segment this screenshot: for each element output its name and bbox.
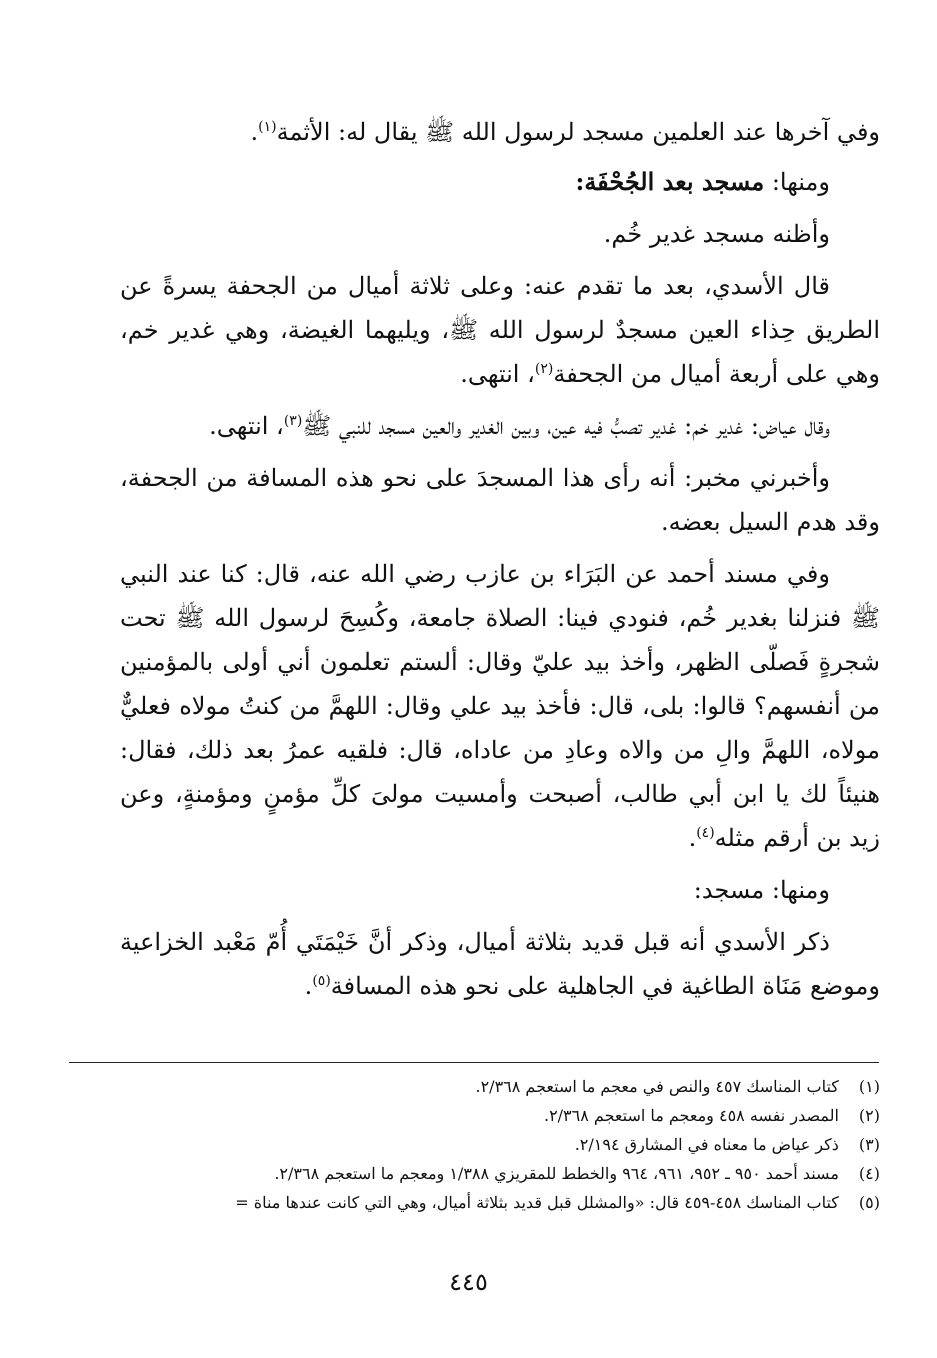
footnote-number: (٣) [858, 1135, 880, 1154]
footnotes [60, 1072, 880, 1217]
paragraph-3-text: قال الأسدي، بعد ما تقدم عنه: وعلى ثلاثة أميال من الجحفة يسرةً عن الطريق حِذاء العين مسجدٌ لرسول الله ﷺ، ويليهما الغيضة، وهي غدير خم، وهي على أربعة أميال من الجحفة [120, 272, 880, 388]
footnote-divider [69, 1062, 879, 1063]
footnote-number: (٤) [858, 1164, 880, 1183]
footnote-text: المصدر نفسه ٤٥٨ ومعجم ما استعجم ٢/٣٦٨. [543, 1106, 839, 1125]
paragraph-4-end: ، انتهى. [209, 412, 284, 440]
main-text [120, 110, 880, 1016]
paragraph-4 [120, 404, 880, 448]
footnote-5 [60, 1188, 880, 1217]
paragraph-1 [120, 110, 880, 154]
footnote-number: (٥) [858, 1193, 880, 1212]
paragraph-6-end: . [688, 824, 697, 852]
paragraph-6-text: وفي مسند أحمد عن البَرَاء بن عازب رضي الله عنه، قال: كنا عند النبي ﷺ فنزلنا بغدير خُم، فنودي فينا: الصلاة جامعة، وكُسِحَ لرسول الله ﷺ تحت شجرةٍ فَصلّى الظهر، وأخذ بيد عليّ وقال: ألستم تعلمون أني أولى بالمؤمنين من أنفسهم؟ قالوا: بلى، قال: فأخذ بيد علي وقال: اللهمَّ من كنتُ مولاه فعليٌّ مولاه، اللهمَّ والِ من والاه وعادِ من عاداه، قال: فلقيه عمرُ بعد ذلك، فقال: هنيئاً لك يا ابن أبي طالب، أصبحت وأمسيت مولىَ كلِّ مؤمنٍ ومؤمنةٍ، وعن زيد بن أرقم مثله [120, 560, 880, 852]
footnote-ref-5: (٥) [312, 973, 331, 989]
paragraph-7-text: ذكر الأسدي أنه قبل قديد بثلاثة أميال، وذكر أنَّ خَيْمَتَي أُمّ مَعْبد الخزاعية وموضع مَنَاة الطاغية في الجاهلية على نحو هذه المسافة [120, 928, 880, 1000]
footnote-3 [60, 1130, 880, 1159]
paragraph-2: وأظنه مسجد غدير خُم. [603, 220, 830, 248]
section-heading-1-title: مسجد بعد الجُحْفَة: [575, 167, 765, 196]
footnote-4 [60, 1159, 880, 1188]
footnote-text: مسند أحمد ٩٥٠ ـ ٩٥٢، ٩٦١، ٩٦٤ والخطط للمقريزي ١/٣٨٨ ومعجم ما استعجم ٢/٣٦٨. [274, 1164, 839, 1183]
footnote-ref-1: (١) [258, 119, 277, 135]
footnote-2 [60, 1101, 880, 1130]
paragraph-1-end: . [250, 118, 259, 146]
footnote-text: كتاب المناسك ٤٥٨-٤٥٩ قال: «والمشلل قبل قديد بثلاثة أميال، وهي التي كانت عندها مناة = [235, 1193, 839, 1212]
section-heading-1-lead: ومنها: [764, 168, 830, 196]
paragraph-7 [120, 920, 880, 1008]
footnote-number: (١) [858, 1077, 880, 1096]
footnote-number: (٢) [858, 1106, 880, 1125]
paragraph-1-text: وفي آخرها عند العلمين مسجد لرسول الله ﷺ يقال له: الأثمة [276, 118, 880, 146]
footnote-ref-4: (٤) [696, 825, 715, 841]
paragraph-6 [120, 552, 880, 860]
paragraph-5: وأخبرني مخبر: أنه رأى هذا المسجدَ على نحو هذه المسافة من الجحفة، وقد هدم السيل بعضه. [120, 464, 880, 536]
page-number: ٤٤٥ [449, 1268, 488, 1296]
footnote-text: ذكر عياض ما معناه في المشارق ٢/١٩٤. [574, 1135, 839, 1154]
footnote-text: كتاب المناسك ٤٥٧ والنص في معجم ما استعجم ٢/٣٦٨. [475, 1077, 839, 1096]
paragraph-3 [120, 264, 880, 396]
paragraph-4-text: وقال عياض: غدير خم: غدير تصبُّ فيه عين، وبين الغدير والعين مسجد للنبي ﷺ [302, 412, 830, 440]
footnote-1 [60, 1072, 880, 1101]
section-heading-2: ومنها: مسجد: [693, 876, 830, 904]
section-heading-1 [120, 160, 880, 204]
paragraph-7-end: . [304, 972, 313, 1000]
paragraph-3-end: ، انتهى. [460, 360, 535, 388]
footnote-ref-2: (٢) [534, 361, 554, 377]
footnote-ref-3: (٣) [283, 413, 303, 429]
